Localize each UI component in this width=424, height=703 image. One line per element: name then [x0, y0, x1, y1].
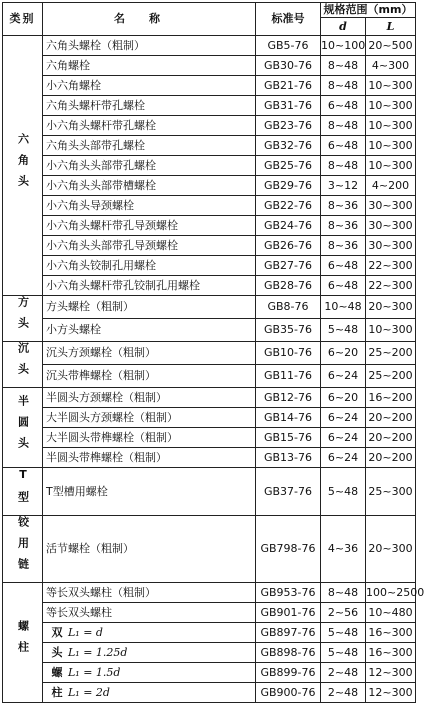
part-name: 半圆头方颈螺栓（粗制）: [43, 388, 256, 408]
range-L: 16~300: [366, 623, 416, 643]
standard-number: GB37-76: [256, 468, 321, 516]
double-end-label-char: 双: [51, 625, 63, 639]
range-L: 20~300: [366, 296, 416, 319]
range-d: 6~48: [321, 136, 366, 156]
header-name: 名称: [43, 3, 256, 36]
table-row: [3, 56, 416, 76]
part-name: 小六角头螺杆带孔导颈螺栓: [43, 216, 256, 236]
standard-number: GB35-76: [256, 319, 321, 342]
range-L: 12~300: [366, 663, 416, 683]
standard-number: GB25-76: [256, 156, 321, 176]
range-L: 16~200: [366, 388, 416, 408]
range-L: 30~300: [366, 236, 416, 256]
standard-number: GB28-76: [256, 276, 321, 296]
table-row: [3, 36, 416, 56]
standard-number: GB5-76: [256, 36, 321, 56]
standard-number: GB898-76: [256, 643, 321, 663]
table-row: [3, 388, 416, 408]
standard-number: GB32-76: [256, 136, 321, 156]
standard-number: GB14-76: [256, 408, 321, 428]
header-L: L: [366, 18, 416, 36]
range-L: 10~300: [366, 156, 416, 176]
part-name: 小六角头头部带孔螺栓: [43, 156, 256, 176]
range-L: 25~200: [366, 342, 416, 365]
table-row: [3, 683, 416, 703]
range-L: 30~300: [366, 196, 416, 216]
table-row: [3, 236, 416, 256]
part-name: T型槽用螺栓: [43, 468, 256, 516]
range-d: 6~48: [321, 276, 366, 296]
range-d: 6~48: [321, 256, 366, 276]
table-row: [3, 468, 416, 516]
range-L: 16~300: [366, 643, 416, 663]
part-name: 小六角头头部带孔导颈螺栓: [43, 236, 256, 256]
table-row: [3, 408, 416, 428]
range-d: 5~48: [321, 643, 366, 663]
standard-number: GB13-76: [256, 448, 321, 468]
part-name: 沉头方颈螺栓（粗制）: [43, 342, 256, 365]
length-formula: L₁ = d: [68, 625, 103, 639]
range-L: 10~480: [366, 603, 416, 623]
part-name: 小六角头导颈螺栓: [43, 196, 256, 216]
standard-number: GB30-76: [256, 56, 321, 76]
part-name: 活节螺栓（粗制）: [43, 516, 256, 583]
standard-number: GB8-76: [256, 296, 321, 319]
length-formula: L₁ = 1.5d: [68, 665, 121, 679]
table-row: [3, 428, 416, 448]
header-range: 规格范围（mm）: [321, 3, 416, 18]
range-d: 8~48: [321, 76, 366, 96]
range-d: 5~48: [321, 468, 366, 516]
table-row: [3, 643, 416, 663]
range-L: 22~300: [366, 276, 416, 296]
table-row: [3, 96, 416, 116]
part-name: 小六角头头部带槽螺栓: [43, 176, 256, 196]
range-L: 30~300: [366, 216, 416, 236]
category-cell: 六角头: [3, 36, 43, 296]
part-name: 半圆头带榫螺栓（粗制）: [43, 448, 256, 468]
table-row: [3, 623, 416, 643]
double-end-label-char: 螺: [51, 665, 63, 679]
part-name: 沉头带榫螺栓（粗制）: [43, 365, 256, 388]
range-d: 2~56: [321, 603, 366, 623]
part-name: 大半圆头方颈螺栓（粗制）: [43, 408, 256, 428]
range-d: 8~48: [321, 583, 366, 603]
table-row: [3, 342, 416, 365]
double-end-label-char: 头: [51, 645, 63, 659]
range-L: 10~300: [366, 136, 416, 156]
double-end-stud-cell: [43, 663, 256, 683]
double-end-stud-cell: [43, 623, 256, 643]
table-row: [3, 516, 416, 583]
length-formula: L₁ = 1.25d: [68, 645, 128, 659]
category-cell: 半圆头: [3, 388, 43, 468]
standard-number: GB11-76: [256, 365, 321, 388]
part-name: 小六角头螺杆带孔螺栓: [43, 116, 256, 136]
category-cell: 螺柱: [3, 583, 43, 703]
range-d: 5~48: [321, 623, 366, 643]
table-row: [3, 156, 416, 176]
range-L: 22~300: [366, 256, 416, 276]
table-row: [3, 216, 416, 236]
range-L: 25~200: [366, 365, 416, 388]
range-d: 6~24: [321, 428, 366, 448]
standard-number: GB31-76: [256, 96, 321, 116]
table-row: [3, 116, 416, 136]
table-row: [3, 583, 416, 603]
standard-number: GB900-76: [256, 683, 321, 703]
range-d: 4~36: [321, 516, 366, 583]
range-d: 2~48: [321, 663, 366, 683]
standard-number: GB899-76: [256, 663, 321, 683]
table-row: [3, 136, 416, 156]
table-row: [3, 319, 416, 342]
standard-number: GB24-76: [256, 216, 321, 236]
standard-number: GB901-76: [256, 603, 321, 623]
range-L: 20~200: [366, 408, 416, 428]
standard-number: GB953-76: [256, 583, 321, 603]
table-row: [3, 296, 416, 319]
part-name: 大半圆头带榫螺栓（粗制）: [43, 428, 256, 448]
range-d: 8~36: [321, 216, 366, 236]
double-end-label-char: 柱: [51, 685, 63, 699]
category-cell: 沉头: [3, 342, 43, 388]
double-end-stud-cell: [43, 643, 256, 663]
bolt-spec-sheet: [2, 2, 424, 699]
range-d: 5~48: [321, 319, 366, 342]
part-name: 等长双头螺柱: [43, 603, 256, 623]
standard-number: GB27-76: [256, 256, 321, 276]
part-name: 六角头螺杆带孔螺栓: [43, 96, 256, 116]
range-d: 6~24: [321, 448, 366, 468]
range-L: 20~500: [366, 36, 416, 56]
length-formula: L₁ = 2d: [68, 685, 110, 699]
standard-number: GB15-76: [256, 428, 321, 448]
part-name: 小六角头铰制孔用螺栓: [43, 256, 256, 276]
table-row: [3, 663, 416, 683]
range-d: 6~20: [321, 388, 366, 408]
part-name: 等长双头螺柱（粗制）: [43, 583, 256, 603]
part-name: 六角螺栓: [43, 56, 256, 76]
range-d: 8~48: [321, 56, 366, 76]
table-row: [3, 256, 416, 276]
standard-number: GB23-76: [256, 116, 321, 136]
range-L: 4~200: [366, 176, 416, 196]
part-name: 六角头螺栓（粗制）: [43, 36, 256, 56]
range-L: 25~300: [366, 468, 416, 516]
table-row: [3, 603, 416, 623]
range-d: 3~12: [321, 176, 366, 196]
range-L: 10~300: [366, 319, 416, 342]
table-row: [3, 276, 416, 296]
range-L: 100~2500: [366, 583, 416, 603]
header-category: 类别: [3, 3, 43, 36]
range-d: 6~24: [321, 365, 366, 388]
category-cell: 方头: [3, 296, 43, 342]
table-row: [3, 196, 416, 216]
header-standard: 标准号: [256, 3, 321, 36]
table-row: [3, 448, 416, 468]
part-name: 小方头螺栓: [43, 319, 256, 342]
range-d: 10~100: [321, 36, 366, 56]
standard-number: GB12-76: [256, 388, 321, 408]
table-row: [3, 176, 416, 196]
double-end-stud-cell: [43, 683, 256, 703]
standard-number: GB798-76: [256, 516, 321, 583]
range-L: 20~300: [366, 516, 416, 583]
part-name: 方头螺栓（粗制）: [43, 296, 256, 319]
range-L: 12~300: [366, 683, 416, 703]
range-d: 6~20: [321, 342, 366, 365]
bolt-spec-table: [2, 2, 424, 703]
range-L: 10~300: [366, 116, 416, 136]
spec-table-body: [3, 36, 424, 703]
range-L: 10~300: [366, 96, 416, 116]
standard-number: GB897-76: [256, 623, 321, 643]
range-d: 8~36: [321, 236, 366, 256]
header-d: d: [321, 18, 366, 36]
category-cell: T型: [3, 468, 43, 516]
category-cell: 铰用链: [3, 516, 43, 583]
part-name: 小六角螺栓: [43, 76, 256, 96]
range-L: 10~300: [366, 76, 416, 96]
part-name: 六角头头部带孔螺栓: [43, 136, 256, 156]
range-L: 20~200: [366, 428, 416, 448]
range-L: 20~200: [366, 448, 416, 468]
range-d: 8~36: [321, 196, 366, 216]
table-row: [3, 76, 416, 96]
standard-number: GB29-76: [256, 176, 321, 196]
table-row: [3, 365, 416, 388]
range-d: 6~48: [321, 96, 366, 116]
standard-number: GB10-76: [256, 342, 321, 365]
standard-number: GB22-76: [256, 196, 321, 216]
range-d: 8~48: [321, 156, 366, 176]
range-d: 2~48: [321, 683, 366, 703]
range-L: 4~300: [366, 56, 416, 76]
standard-number: GB21-76: [256, 76, 321, 96]
range-d: 10~48: [321, 296, 366, 319]
part-name: 小六角头螺杆带孔铰制孔用螺栓: [43, 276, 256, 296]
standard-number: GB26-76: [256, 236, 321, 256]
range-d: 8~48: [321, 116, 366, 136]
range-d: 6~24: [321, 408, 366, 428]
